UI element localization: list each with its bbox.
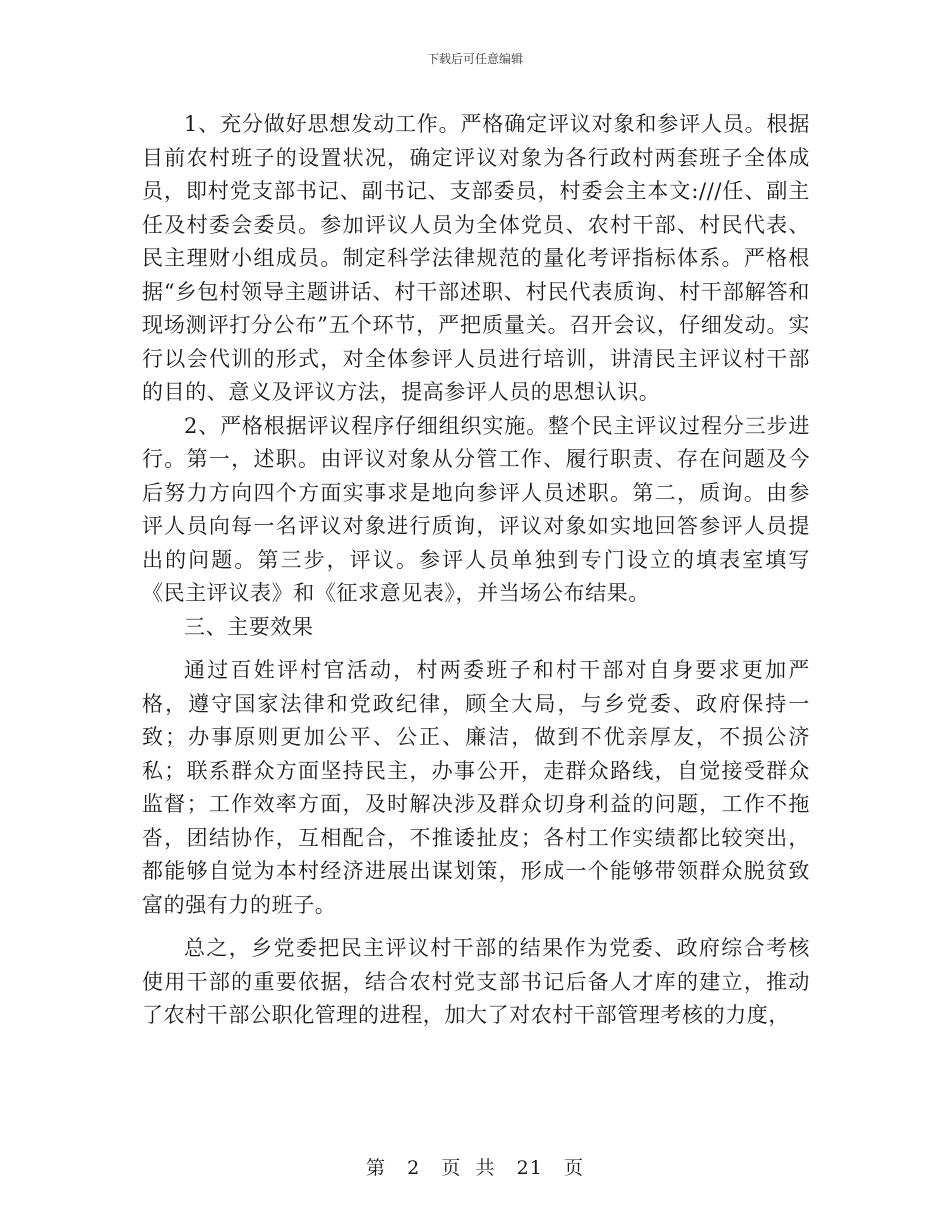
total-page-count: 21 [516, 1157, 543, 1179]
paragraph-conclusion: 总之，乡党委把民主评议村干部的结果作为党委、政府综合考核使用干部的重要依据，结合农村党支部书记后备人才库的建立，推动了农村干部公职化管理的进程，加大了对农村干部管理考核的力度， [142, 936, 810, 1027]
footer-prefix: 第 [366, 1157, 387, 1179]
paragraph-results: 通过百姓评村官活动，村两委班子和村干部对自身要求更加严格，遵守国家法律和党政纪律，顾全大局，与乡党委、政府保持一致；办事原则更加公平、公正、廉洁，做到不优亲厚友，不损公济私；联系群众方面坚持民主，办事公开，走群众路线，自觉接受群众监督；工作效率方面，及时解决涉及群众切身利益的问题，工作不拖沓，团结协作，互相配合，不推诿扯皮；各村工作实绩都比较突出，都能够自觉为本村经济进展出谋划策，形成一个能够带领群众脱贫致富的强有力的班子。 [142, 658, 810, 917]
current-page-number: 2 [407, 1157, 421, 1179]
paragraph-mobilization: 1、充分做好思想发动工作。严格确定评议对象和参评人员。根据目前农村班子的设置状况，确定评议对象为各行政村两套班子全体成员，即村党支部书记、副书记、支部委员，村委会主本文:///任、副主任及村委会委员。参加评议人员为全体党员、农村干部、村民代表、民主理财小组成员。制定科学法律规范的量化考评指标体系。严格根据“乡包村领导主题讲话、村干部述职、村民代表质询、村干部解答和现场测评打分公布”五个环节，严把质量关。召开会议，仔细发动。实行以会代训的形式，对全体参评人员进行培训，讲清民主评议村干部的目的、意义及评议方法，提高参评人员的思想认识。 [142, 112, 810, 404]
document-body [142, 108, 810, 1033]
page-header: 下载后可任意编辑 [426, 52, 523, 66]
section-heading-main-results: 三、主要效果 [184, 614, 314, 639]
footer-middle: 页 共 [441, 1157, 496, 1179]
page-footer [0, 1153, 950, 1180]
paragraph-procedure: 2、严格根据评议程序仔细组织实施。整个民主评议过程分三步进行。第一，述职。由评议对象从分管工作、履行职责、存在问题及今后努力方向四个方面实事求是地向参评人员述职。第二，质询。由参评人员向每一名评议对象进行质询，评议对象如实地回答参评人员提出的问题。第三步，评议。参评人员单独到专门设立的填表室填写《民主评议表》和《征求意见表》，并当场公布结果。 [142, 413, 810, 605]
footer-suffix: 页 [563, 1157, 584, 1179]
